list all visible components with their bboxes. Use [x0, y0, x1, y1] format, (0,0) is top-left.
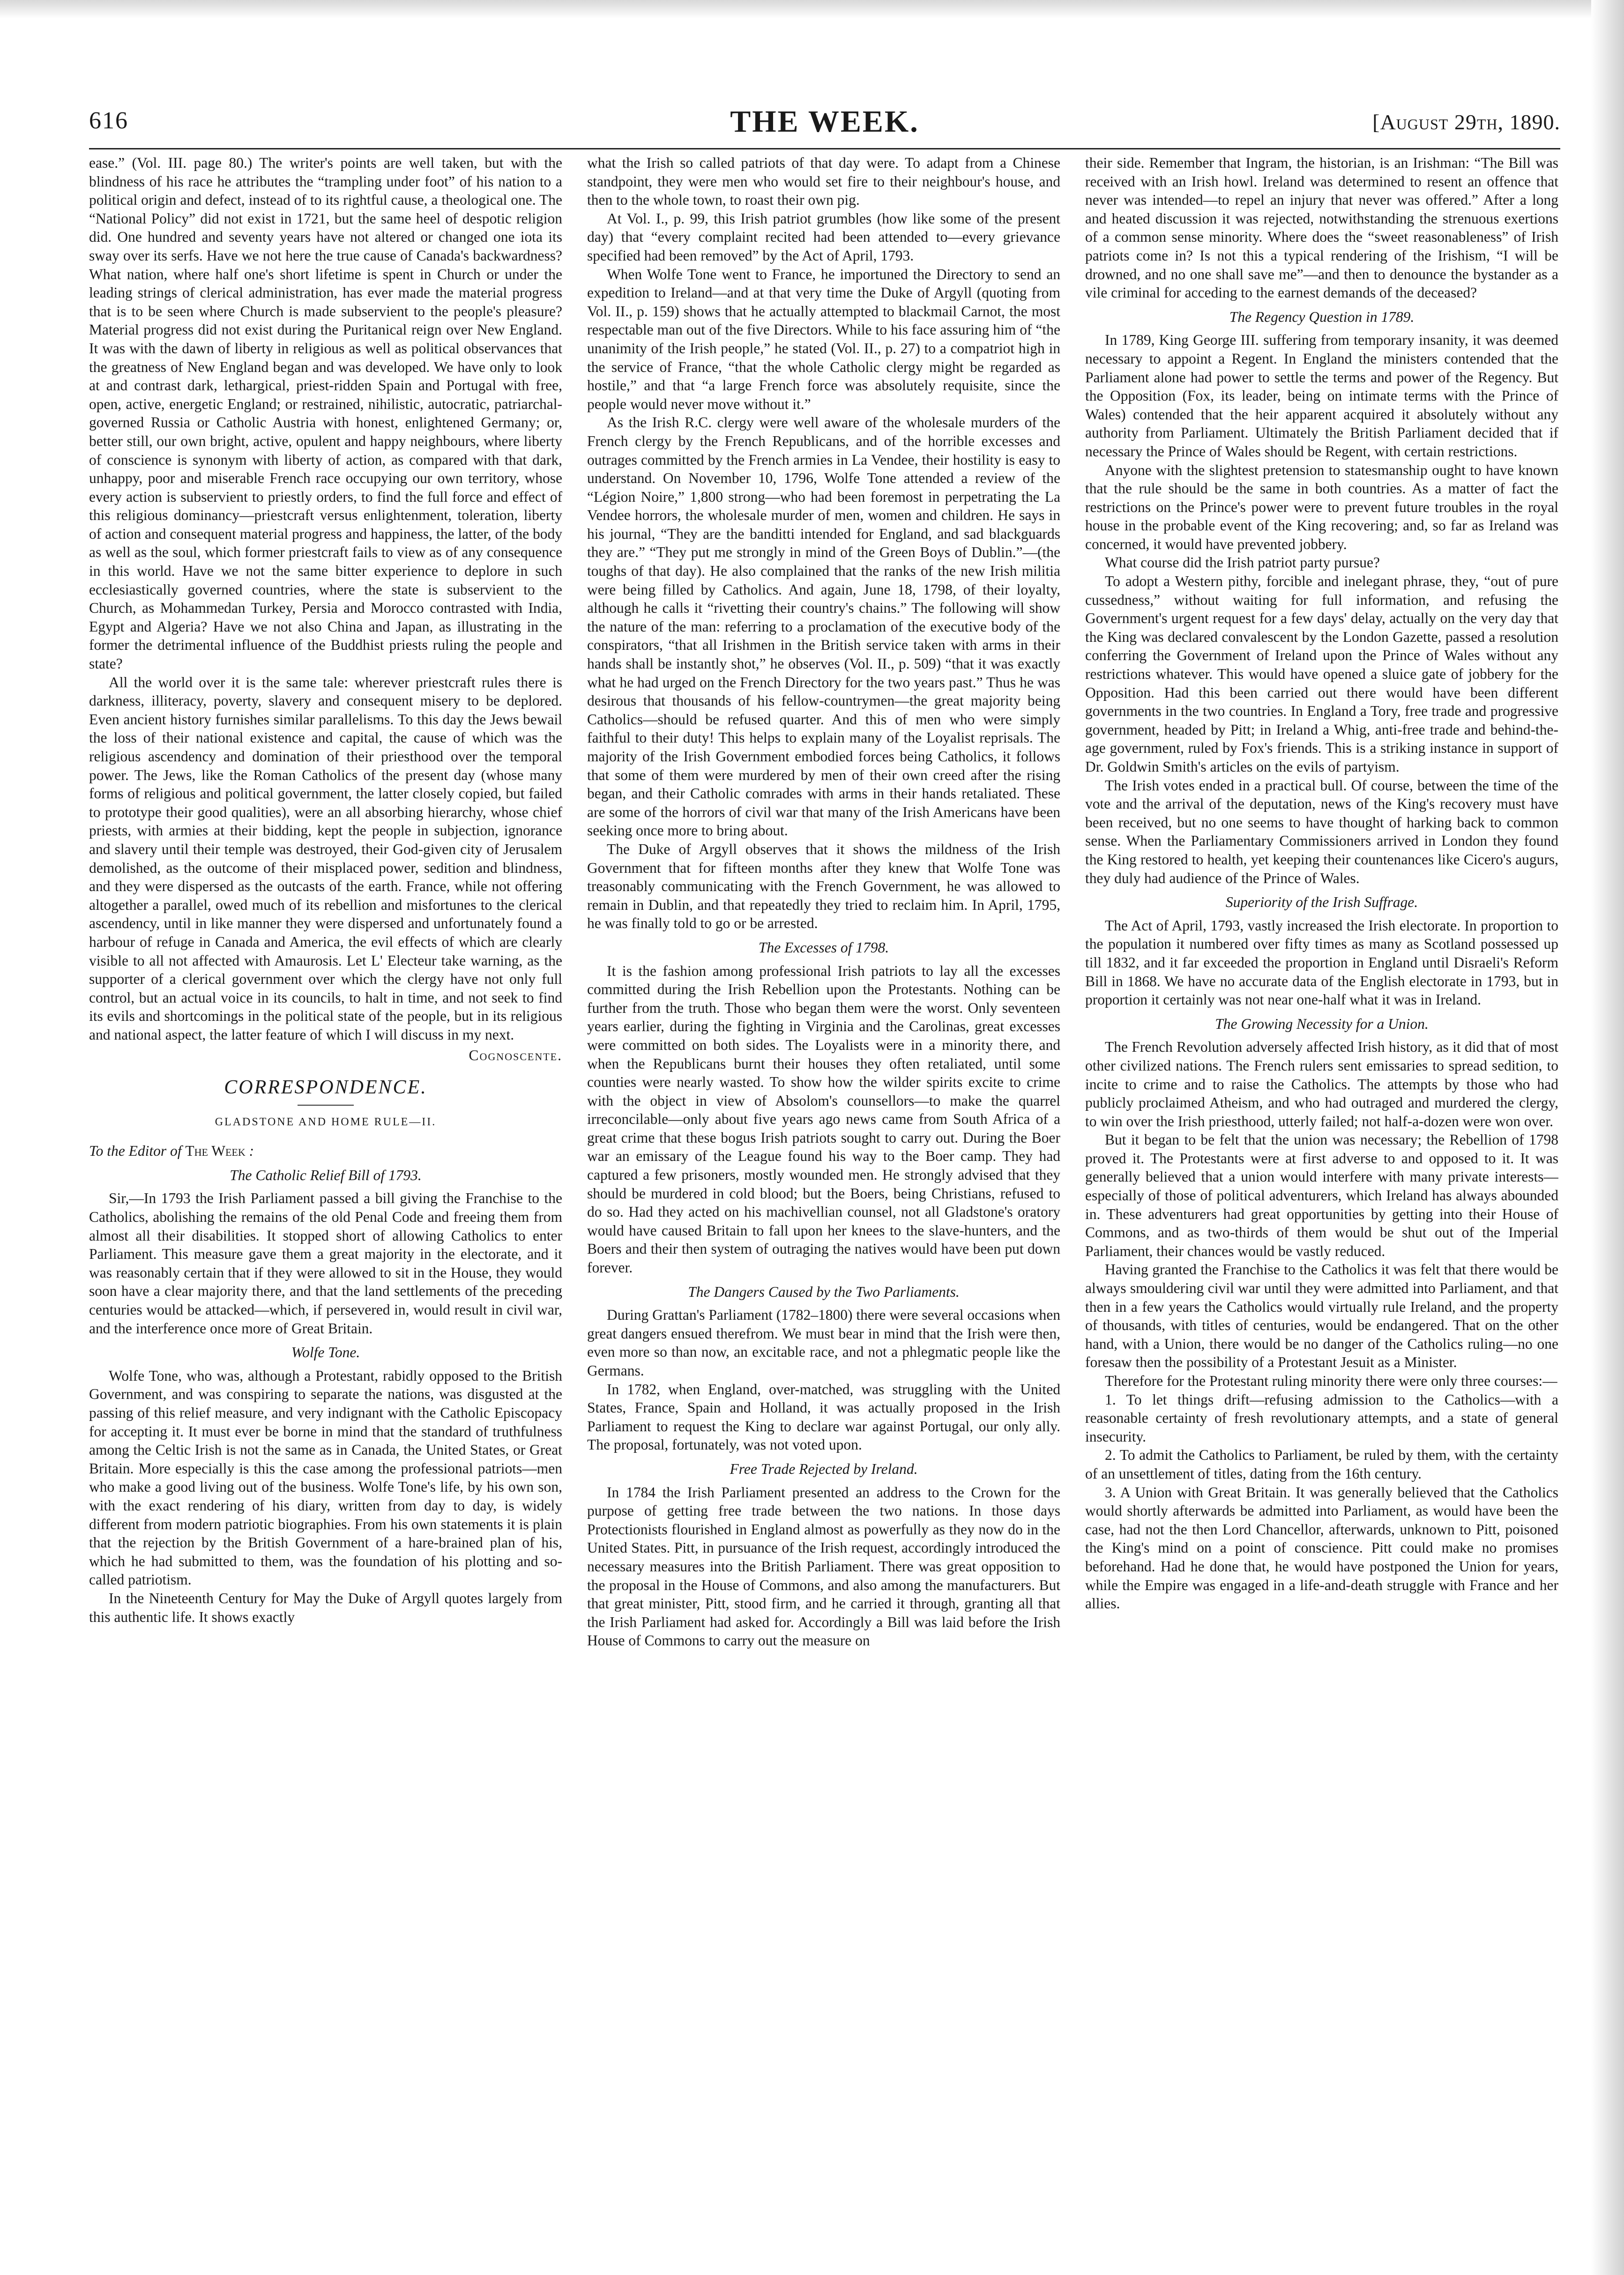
paragraph: Therefore for the Protestant ruling minority there were only three courses:— — [1105, 1373, 1557, 1389]
column-left — [89, 154, 562, 2234]
list-item: 2. To admit the Catholics to Parliament, be ruled by them, with the certainty of an unsettlement of titles, dating from the 16th century. — [1085, 1447, 1558, 1482]
list-item: 1. To let things drift—refusing admission to the Catholics—with a reasonable certainty of fresh revolutionary attempts, and a state of general insecurity. — [1085, 1391, 1558, 1445]
column-middle — [587, 154, 1060, 2234]
subheading: Superiority of the Irish Suffrage. — [1225, 894, 1418, 911]
paragraph: what the Irish so called patriots of that day were. To adapt from a Chinese standpoint, they were men who would set fire to their neighbour's house, and then to the whole town, to roast their own pig. — [587, 155, 1060, 208]
section-heading: CORRESPONDENCE. — [224, 1077, 427, 1099]
paragraph: But it began to be felt that the union was necessary; the Rebellion of 1798 proved it. The Protestants were at first adverse to and opposed to it. It was generally believed that a union would interfere with many private interests—especially of those of political adventurers, which Ireland has always abounded in. These adventurers had great opportunities by getting into their House of Commons, and as two-thirds of them would be shut out of the Imperial Parliament, their chances would be vastly reduced. — [1085, 1131, 1558, 1259]
subheading: Free Trade Rejected by Ireland. — [730, 1460, 918, 1477]
paragraph: Anyone with the slightest pretension to statesmanship ought to have known that the rule should be the same in both countries. As a matter of fact the restrictions on the Prince's power were to prevent future troubles in the royal house in the probable event of the King recovering; and, so far as Ireland was concerned, it would have prevented jobbery. — [1085, 461, 1558, 552]
article-heading: GLADSTONE AND HOME RULE—II. — [215, 1115, 437, 1128]
address-journal: The Week — [185, 1143, 246, 1160]
page-number: 616 — [89, 107, 128, 134]
paragraph: Sir,—In 1793 the Irish Parliament passed a bill giving the Franchise to the Catholics, abolishing the remains of the old Penal Code and freeing them from almost all their disabilities. It stopped short of allowing Catholics to enter Parliament. This measure gave them a great majority in the electorate, and it was reasonably certain that if they were allowed to sit in the House, they would soon have a clear majority there, and that the land settlements of the preceding centuries would be attacked—which, if persevered in, would result in civil war, and the interference once more of Great Britain. — [89, 1190, 562, 1337]
subheading: The Regency Question in 1789. — [1229, 308, 1415, 325]
paragraph: At Vol. I., p. 99, this Irish patriot grumbles (how like some of the present day) that “every complaint recited had been attended to—every grievance specified had been removed” by the Act of April, 1793. — [587, 210, 1060, 264]
paragraph: The Irish votes ended in a practical bull. Of course, between the time of the vote and the arrival of the deputation, news of the King's recovery must have been received, but no one seems to have thought of harking back to common sense. When the Parliamentary Commissioners arrived in London they found the King restored to health, yet keeping their countenances like Cicero's augurs, they duly had audience of the Prince of Wales. — [1085, 777, 1558, 886]
page-edge-top — [0, 0, 1624, 19]
paragraph: It is the fashion among professional Irish patriots to lay all the excesses committed during the Irish Rebellion upon the Protestants. Nothing can be further from the truth. Those who began them were the worst. Only seventeen years earlier, during the fighting in Virginia and the Carolinas, great excesses were committed on both sides. The Loyalists were in a minority there, and when the Republicans burnt their houses they often retaliated, until some counties were nearly wasted. To show how the wilder spirits excite to crime with the object in view of Absolom's counsellors—to make the quarrel irreconcilable—only about five years ago news came from South Africa of a great crime that these bogus Irish patriots sought to carry out. During the Boer war an emissary of the League found his way to the Boer camp. They had captured a few prisoners, mostly wounded men. He strongly advised that they should be murdered in cold blood; but the Boers, being Christians, refused to do so. Had they acted on his machivellian counsel, not all Gladstone's oratory would have caused Britain to fall upon her knees to the slave-hunters, and the Boers and their then system of outraging the natives would have been put down forever. — [587, 962, 1060, 1276]
paragraph: In 1789, King George III. suffering from temporary insanity, it was deemed necessary to appoint a Regent. In England the ministers contended that the Parliament alone had power to settle the terms and power of the Regency. But the Opposition (Fox, its leader, being on intimate terms with the Prince of Wales) contended that the heir apparent acquired it absolutely without any authority from Parliament. Ultimately the British Parliament decided that if necessary the Prince of Wales should be Regent, with certain restrictions. — [1085, 332, 1558, 460]
paragraph: When Wolfe Tone went to France, he importuned the Directory to send an expedition to Ireland—and at that very time the Duke of Argyll (quoting from Vol. II., p. 159) shows that he actually attempted to blackmail Carnot, the most respectable man out of the five Directors. While to his face assuring him of “the unanimity of the Irish people,” he stated (Vol. II., p. 27) to a compatriot high in the service of France, “that the whole Catholic clergy might be regarded as hostile,” and that “a large French force was absolutely requisite, since the people would never move without it.” — [587, 266, 1060, 412]
paragraph: The French Revolution adversely affected Irish history, as it did that of most other civilized nations. The French rulers sent emissaries to spread sedition, to incite to crime and to raise the Catholics. The attempts by those who had publicly proclaimed Atheism, and who had outraged and murdered the clergy, to win over the Irish priesthood, utterly failed; not half-a-dozen were won over. — [1085, 1039, 1558, 1130]
subheading: The Growing Necessity for a Union. — [1215, 1015, 1429, 1032]
paragraph: In the Nineteenth Century for May the Duke of Argyll quotes largely from this authentic life. It shows exactly — [89, 1590, 562, 1625]
author-signature: Cognoscente. — [469, 1047, 562, 1063]
paragraph: During Grattan's Parliament (1782–1800) there were several occasions when great dangers ensued therefrom. We must bear in mind that the Irish were then, even more so than now, an excitable race, and not a phlegmatic people like the Germans. — [587, 1307, 1060, 1379]
paragraph: their side. Remember that Ingram, the historian, is an Irishman: “The Bill was received with an Irish howl. Ireland was determined to resent an offence that never was intended—to repel an injury that never was offered.” After a long and heated discussion it was rejected, notwithstanding the strenuous exertions of a common sense minority. Where does the “sweet reasonableness” of Irish patriots come in? Is not this a typical rendering of the Irishism, “I will be drowned, and no one shall save me”—and then to denounce the bystander as a vile criminal for acceding to the earnest demands of the deceased? — [1085, 155, 1558, 301]
paragraph: To adopt a Western pithy, forcible and inelegant phrase, they, “out of pure cussedness,” without waiting for full information, and refusing the Government's urgent request for a few days' delay, actually on the very day that the King was declared convalescent by the London Gazette, passed a resolution conferring the Government of Ireland upon the Prince of Wales without any restrictions whatever. This would have opened a sluice gate of jobbery for the Opposition. Had this been carried out there would have been different governments in the two countries. In England a Tory, free trade and progressive government, headed by Pitt; in Ireland a Whig, anti-free trade and behind-the-age government, ruled by Fox's friends. This is a striking instance in support of Dr. Goldwin Smith's articles on the evils of partyism. — [1085, 573, 1558, 775]
paragraph: The Duke of Argyll observes that it shows the mildness of the Irish Government that for fifteen months after they knew that Wolfe Tone was treasonably communicating with the French Government, he was allowed to remain in Dublin, and that repeatedly they tried to reclaim him. In April, 1795, he was finally told to go or be arrested. — [587, 840, 1060, 932]
paragraph: ease.” (Vol. III. page 80.) The writer's points are well taken, but with the blindness of his race he attributes the “trampling under foot” of his nation to a political origin and defect, instead of to its rightful cause, a theological one. The “National Policy” did not exist in 1721, but the same heel of despotic religion did. One hundred and seventy years have not altered or changed one iota its sway over its serfs. Have we not here the true cause of Canada's backwardness? What nation, where half one's short lifetime is spent in Church or under the leading strings of clerical administration, has ever made the material progress that is to be seen where Church is made subservient to the people's pleasure? Material progress did not exist during the Puritanical reign over New England. It was with the dawn of liberty in religious as well as political observances that the greatness of New England began and was developed. We have only to look at and contrast dark, lethargical, priest-ridden Spain and Portugal with free, open, active, energetic England; or restrained, nihilistic, autocratic, patriarchal-governed Russia or Catholic Austria with honest, enlightened Germany; or, better still, our own bright, active, opulent and happy neighbours, where liberty of conscience is synonym with liberty of action, as compared with that dark, unhappy, poor and miserable French race occupying our own territory, whose every action is subservient to priestly orders, to find the full force and effect of this religious dominancy—priestcraft versus enlightenment, toleration, liberty of action and consequent material progress and happiness, the latter, of the body as well as the soul, which former priestcraft fails to view as of any consequence in this world. Have we not the same bitter experience to deplore in such ecclesiastically governed countries, where the state is subservient to the Church, as Mohammedan Turkey, Persia and Morocco contrasted with India, Egypt and Algeria? Have we not also China and Japan, as illustrating in the former the detrimental influence of the Buddhist priests ruling the people and state? — [89, 155, 562, 672]
list-item: 3. A Union with Great Britain. It was generally believed that the Catholics would shortly afterwards be admitted into Parliament, as would have been the case, had not the then Lord Chancellor, afterwards, unknown to Pitt, poisoned the King's mind on a point of conscience. Pitt could make no promises beforehand. Had he done that, he would have postponed the Union for years, while the Empire was engaged in a life-and-death struggle with France and her allies. — [1085, 1484, 1558, 1612]
issue-date: [August 29th, 1890. — [1372, 110, 1560, 134]
journal-title: THE WEEK. — [730, 104, 919, 139]
subheading: The Excesses of 1798. — [758, 939, 889, 956]
paragraph: As the Irish R.C. clergy were well aware of the wholesale murders of the French clergy by the French Republicans, and of the horrible excesses and outrages committed by the French armies in La Vendee, their hostility is easy to understand. On November 10, 1796, Wolfe Tone attended a review of the “Légion Noire,” 1,800 strong—who had been foremost in perpetrating the La Vendee horrors, the wholesale murder of men, women and children. He says in his journal, “They are the banditti intended for England, and sad blackguards they are.” “They put me strongly in mind of the Green Boys of Dublin.”—(the toughs of that day). He also complained that the ranks of the new Irish militia were being filled by Catholics. And again, June 18, 1798, of their loyalty, although he calls it “rivetting their country's chains.” The following will show the nature of the man: referring to a proclamation of the executive body of the conspirators, “that all Irishmen in the British service taken with arms in their hands shall be instantly shot,” he observes (Vol. II., p. 509) “that it was exactly what he had urged on the French Directory for the two years past.” Thus he was desirous that thousands of his fellow-countrymen—the great majority being Catholics—should be refused quarter. And this of men who were simply faithful to their duty! This helps to explain many of the Loyalist reprisals. The majority of the Irish Government embodied forces being Catholics, it follows that some of them were murdered by men of their own creed after the rising began, and their Catholic comrades with arms in their hands retaliated. These are some of the horrors of civil war that many of the Irish Americans have been seeking once more to bring about. — [587, 414, 1060, 839]
page-edge-right — [1591, 0, 1624, 2275]
address-prefix: To the Editor of — [89, 1143, 182, 1160]
section-rule — [298, 1105, 354, 1106]
paragraph: Wolfe Tone, who was, although a Protestant, rabidly opposed to the British Government, and was conspiring to separate the nations, was disgusted at the passing of this relief measure, and very indignant with the Catholic Episcopacy for accepting it. It must ever be borne in mind that the standard of truthfulness among the Celtic Irish is not the same as in Canada, the United States, or Great Britain. More especially is this the case among the professional patriots—men who make a good living out of the business. Wolfe Tone's life, by his own son, with the exact rendering of his diary, written from day to day, is widely different from modern patriotic biographies. From his own statements it is plain that the rejection by the British Government of a hare-brained plan of his, which he had submitted to them, was the foundation of his plotting and so-called patriotism. — [89, 1367, 562, 1588]
paragraph: All the world over it is the same tale: wherever priestcraft rules there is darkness, illiteracy, poverty, slavery and consequent misery to be deplored. Even ancient history furnishes similar parallelisms. To this day the Jews bewail the loss of their national existence and capital, the cause of which was the religious ascendency and domination of their priesthood over the temporal power. The Jews, like the Roman Catholics of the present day (whose many forms of religious and political government, the latter closely copied, but failed to prototype their good qualities), were an all absorbing hierarchy, whose chief priests, with armies at their bidding, kept the people in subjection, ignorance and slavery until their temple was destroyed, their God-given city of Jerusalem demolished, as the outcome of their misplaced power, sedition and blindness, and they were dispersed as the outcasts of the earth. France, while not offering altogether a parallel, owed much of its rebellion and misfortunes to the clerical ascendency, until in like manner they were dispersed and unfortunately found a harbour of refuge in Canada and America, the evil effects of which are clearly visible to all not affected with Amaurosis. Let L' Electeur take warning, as the supporter of a clerical government over which the clergy have not only full control, but an actual voice in its councils, to halt in time, and not seek to find its evils and shortcomings in the political state of the people, but in its religious and national aspect, the latter feature of which I will discuss in my next. — [89, 674, 562, 1043]
subheading: Wolfe Tone. — [291, 1344, 360, 1361]
address-suffix: : — [249, 1143, 254, 1160]
paragraph: The Act of April, 1793, vastly increased the Irish electorate. In proportion to the population it numbered over fifty times as many as Scotland possessed up till 1832, and it far exceeded the proportion in England until Disraeli's Reform Bill in 1868. We have no accurate data of the English electorate in 1793, but in proportion it certainly was not near one-half what it was in Ireland. — [1085, 917, 1558, 1008]
column-right — [1085, 154, 1558, 2234]
paragraph: In 1782, when England, over-matched, was struggling with the United States, France, Spain and Holland, it was actually proposed in the Irish Parliament to request the King to declare war against Portugal, our only ally. The proposal, fortunately, was not voted upon. — [587, 1381, 1060, 1453]
masthead-rule — [89, 148, 1560, 149]
masthead — [89, 104, 1560, 140]
paragraph: Having granted the Franchise to the Catholics it was felt that there would be always smouldering civil war until they were admitted into Parliament, and that then in a few years the Catholics would virtually rule Ireland, and the property of thousands, with titles of centuries, would be endangered. That on the other hand, with a Union, there would be no danger of the Catholics ruling—no one foresaw then the possibility of a Protestant Jesuit as a Minister. — [1085, 1261, 1558, 1371]
subheading: The Dangers Caused by the Two Parliaments. — [688, 1283, 960, 1300]
paragraph: What course did the Irish patriot party pursue? — [1105, 554, 1380, 571]
subheading: The Catholic Relief Bill of 1793. — [230, 1167, 422, 1183]
letter-address — [89, 1142, 562, 1160]
paragraph: In 1784 the Irish Parliament presented an address to the Crown for the purpose of getting free trade between the two nations. In those days Protectionists flourished in England almost as powerfully as they now do in the United States. Pitt, in pursuance of the Irish request, accordingly introduced the necessary measures into the British Parliament. There was great opposition to the proposal in the House of Commons, and also among the manufacturers. But that great minister, Pitt, stood firm, and he carried it through, granting all that the Irish Parliament had asked for. Accordingly a Bill was laid before the Irish House of Commons to carry out the measure on — [587, 1484, 1060, 1649]
